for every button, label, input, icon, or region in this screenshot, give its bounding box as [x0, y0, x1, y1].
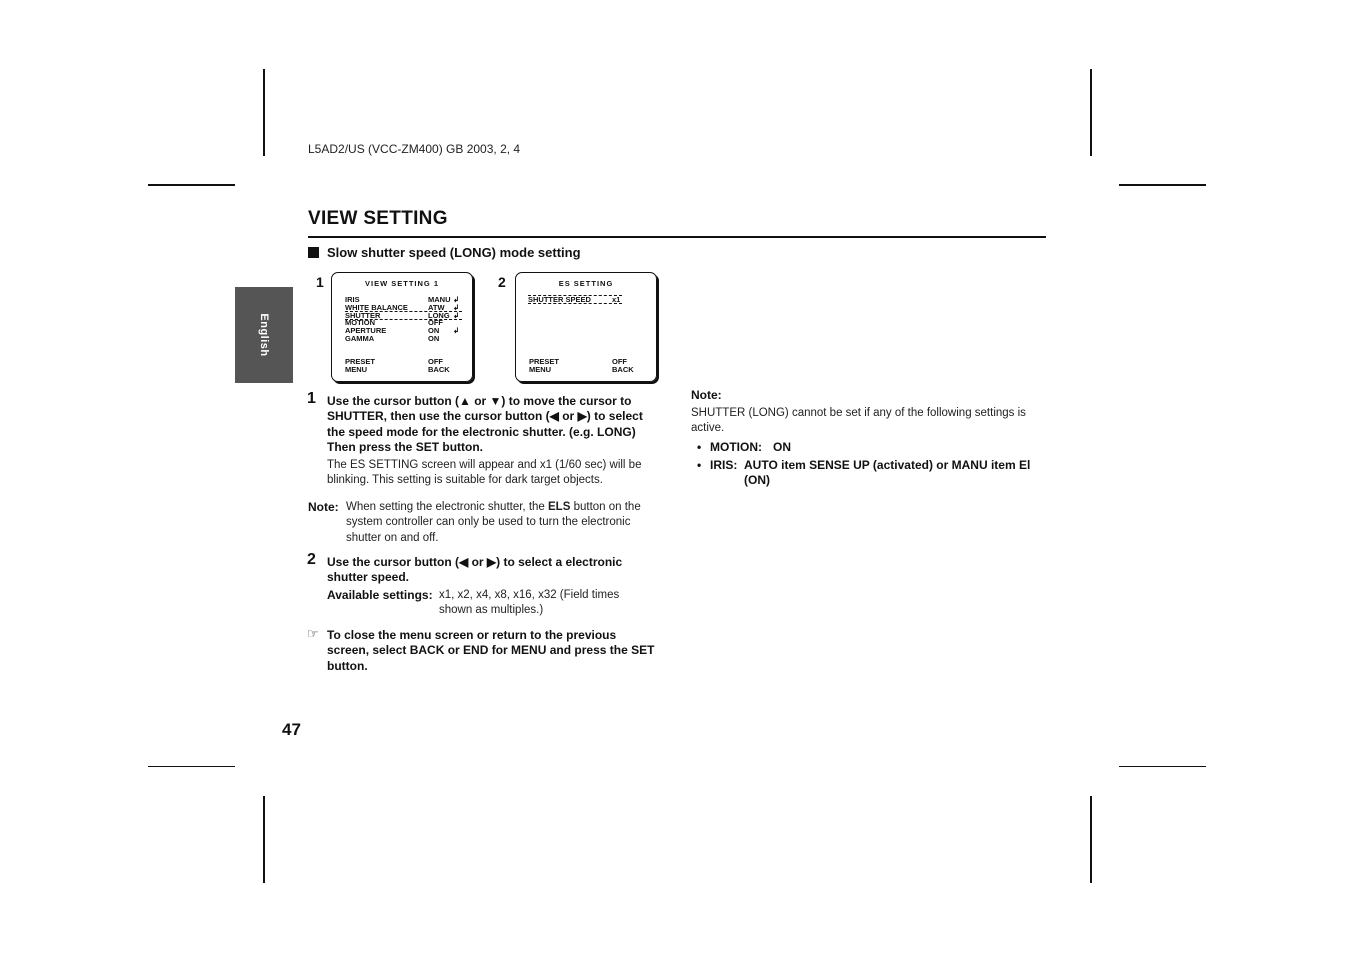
step-2-number: 2: [307, 551, 316, 568]
return-icon: ↲: [453, 295, 460, 304]
screen-title: ES SETTING: [558, 279, 614, 288]
subsection-heading: [308, 245, 581, 260]
bullet-icon: •: [697, 440, 702, 454]
list-item: • IRIS: AUTO item SENSE UP (activated) or MANU item El (ON): [697, 458, 1031, 488]
title-rule: [308, 236, 1046, 238]
language-tab-label: English: [258, 313, 270, 357]
note-2-label: Note:: [691, 388, 722, 402]
crop-mark: [1119, 184, 1206, 186]
crop-mark: [1119, 766, 1206, 767]
page-title: VIEW SETTING: [308, 208, 448, 229]
note-1-text: When setting the electronic shutter, the ELS button on the system controller can only be used to turn the electronic shutter on and off.: [346, 501, 641, 544]
page-number: 47: [282, 720, 301, 739]
screen-2-menu: [515, 272, 657, 382]
menu-row-iris: IRIS MANU ↲: [345, 295, 460, 304]
menu-row-menu: MENU BACK: [345, 365, 450, 374]
doc-header-info: L5AD2/US (VCC-ZM400) GB 2003, 2, 4: [308, 142, 521, 156]
available-settings-label: Available settings:: [327, 588, 433, 602]
note-2-text: SHUTTER (LONG) cannot be set if any of the following settings is active.: [691, 407, 1026, 435]
language-tab: [235, 287, 293, 383]
step-2-instruction: Use the cursor button (◀ or ▶) to select a electronic shutter speed.: [327, 555, 623, 585]
menu-row-white-balance: WHITE BALANCE ATW ↲: [345, 303, 460, 312]
bullet-icon: •: [697, 458, 702, 472]
note-2-bullet-list: [697, 440, 1047, 490]
menu-row-preset: PRESET OFF: [345, 357, 443, 366]
menu-row-motion: MOTION OFF: [345, 318, 443, 327]
note-1-label: Note:: [308, 500, 339, 514]
tip-text: To close the menu screen or return to the previous screen, select BACK or END for MENU and press the SET button.: [327, 628, 655, 673]
menu-row-aperture: APERTURE ON ↲: [345, 326, 460, 335]
crop-mark: [263, 69, 265, 156]
return-icon: ↲: [453, 303, 460, 312]
crop-mark: [148, 766, 235, 767]
screen-title: VIEW SETTING 1: [364, 279, 439, 288]
screen-1-number: 1: [316, 274, 324, 290]
return-icon: ↲: [453, 326, 460, 335]
menu-row-menu: MENU BACK: [529, 365, 634, 374]
square-bullet-icon: [308, 247, 319, 258]
menu-row-gamma: GAMMA ON: [345, 334, 440, 343]
menu-row-shutter-highlighted: SHUTTER LONG ↲: [345, 311, 462, 320]
step-1-number: 1: [307, 390, 316, 407]
crop-mark: [263, 796, 265, 883]
available-settings-values: x1, x2, x4, x8, x16, x32 (Field times shown as multiples.): [439, 589, 620, 617]
crop-mark: [1090, 796, 1092, 883]
menu-row-preset: PRESET OFF: [529, 357, 627, 366]
pointing-hand-icon: ☞: [307, 626, 319, 641]
subsection-title: Slow shutter speed (LONG) mode setting: [327, 245, 581, 260]
crop-mark: [148, 184, 235, 186]
step-1-detail: The ES SETTING screen will appear and x1 (1/60 sec) will be blinking. This setting is suitable for dark target objects.: [327, 459, 642, 487]
list-item: • MOTION: ON: [697, 440, 791, 454]
screen-1-menu: [331, 272, 473, 382]
menu-row-shutter-speed-highlighted: SHUTTER SPEED x1: [528, 295, 621, 304]
crop-mark: [1090, 69, 1092, 156]
screen-2-number: 2: [498, 274, 506, 290]
return-icon: ↲: [453, 311, 460, 320]
step-1-instruction: Use the cursor button (▲ or ▼) to move the cursor to SHUTTER, then use the cursor button (◀ or ▶) to select the speed mode for the electronic shutter. (e.g. LONG) Then press the SET button.: [327, 394, 643, 454]
